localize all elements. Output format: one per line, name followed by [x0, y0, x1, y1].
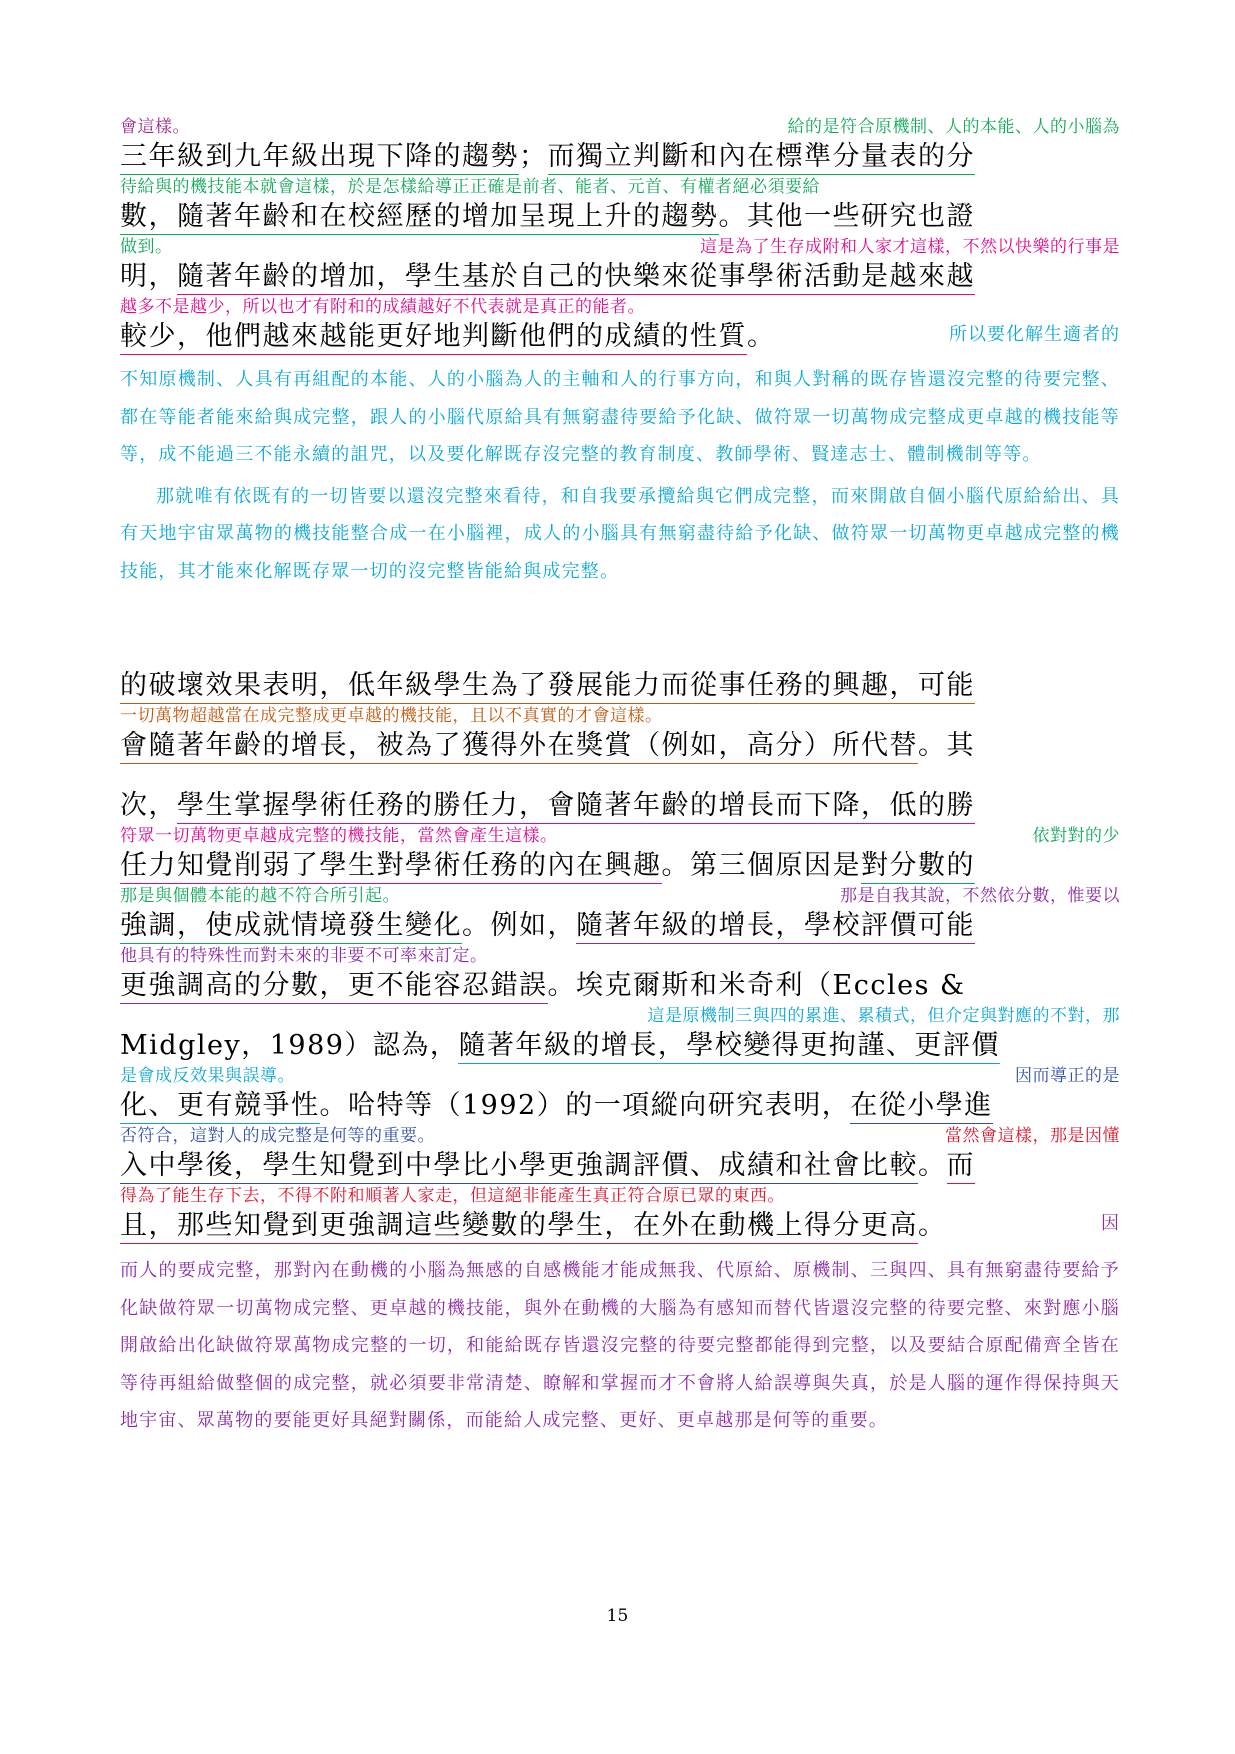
- commentary-paragraph: 而人的要成完整，那對內在動機的小腦為無感的自感機能才能成無我、代原給、原機制、三與四、具有無窮盡待要給予化缺做符眾一切萬物成完整、更卓越的機技能，與外在動機的大腦為有感知而替代皆還沒完整的待要完整、來對應小腦開啟給出化缺做符眾萬物成完整的一切，和能給既存皆還沒完整的待要完整都能得到完整，以及要結合原配備齊全皆在等待再組給做整個的成完整，就必須要非常清楚、瞭解和掌握而才不會將人給誤導與失真，於是人腦的運作得保持與天地宇宙、眾萬物的要能更好具絕對關係，而能給人成完整、更好、更卓越那是何等的重要。: [120, 1260, 1120, 1431]
- note-left: 會這樣。: [120, 117, 190, 137]
- annotation-note: [120, 764, 1120, 788]
- annotation-note: [120, 1184, 1120, 1208]
- plain-text: 。埃克爾斯和米奇利（Eccles &: [547, 970, 966, 1001]
- plain-text: 。第三個原因是: [661, 850, 861, 881]
- plain-text: 次，: [120, 790, 177, 821]
- underlined-text: 數，隨著年齡和在校經歷的增加呈現上升的趨勢: [120, 201, 719, 235]
- underlined-text: 隨著年級的增長，學校評價可能: [576, 910, 975, 944]
- annotated-line: [120, 295, 1120, 355]
- note-left: 否符合，這對人的成完整是何等的重要。: [120, 1126, 435, 1146]
- plain-text: 。: [918, 1210, 947, 1241]
- main-text-line: [120, 968, 1120, 1004]
- plain-text: Midgley，1989）認為，: [120, 1030, 459, 1061]
- annotated-line: [120, 824, 1120, 884]
- annotation-note: [120, 884, 1120, 908]
- plain-text: 。哈特等（1992）的一項縱向研究表明，: [319, 1090, 851, 1121]
- annotated-line: [120, 764, 1120, 824]
- main-text-line: [120, 848, 1120, 884]
- underlined-text: 學生掌握學術任務的勝任力，會隨著年齡的增長而下降，低的勝: [177, 790, 975, 824]
- annotation-note: [120, 644, 1120, 668]
- annotated-line: [120, 944, 1120, 1004]
- note-left: 一切萬物超越當在成完整成更卓越的機技能，且以不真實的才會這樣。: [120, 706, 663, 726]
- note-right: 那是自我其說，不然依分數，惟要以: [840, 886, 1120, 906]
- main-text-line: [120, 1208, 1120, 1244]
- main-text-line: [120, 199, 1120, 235]
- main-text-line: [120, 908, 1120, 944]
- main-text-line: [120, 1088, 1120, 1124]
- plain-text: 。其: [918, 730, 975, 761]
- annotation-note: [120, 944, 1120, 968]
- plain-text: 。例如，: [462, 910, 576, 941]
- note-left: 待給與的機技能本就會這樣，於是怎樣給導正正確是前者、能者、元首、有權者絕必須要給: [120, 177, 820, 197]
- underlined-text: 任力知覺削弱了學生對學術任務的內在興趣: [120, 850, 662, 884]
- page-number: 15: [606, 1606, 629, 1626]
- underlined-text: 且，那些知覺到更強調這些變數的學生，在外在動機上得分更高: [120, 1210, 918, 1244]
- annotated-line: [120, 884, 1120, 944]
- main-text-line: [120, 1028, 1120, 1064]
- underlined-text: 而: [947, 1150, 976, 1184]
- main-text-line: [120, 608, 1120, 644]
- underlined-text: 而獨立判斷和內在標準分量表的分: [548, 141, 976, 175]
- commentary-paragraph: 那就唯有依既有的一切皆要以還沒完整來看待，和自我要承攬給與它們成完整，而來開啟自個小腦代原給給出、具有天地宇宙眾萬物的機技能整合成一在小腦裡，成人的小腦具有無窮盡待給予化缺、做符眾一切萬物更卓越成完整的機技能，其才能來化解既存眾一切的沒完整皆能給與成完整。: [120, 485, 1120, 582]
- plain-text: ；: [519, 141, 548, 172]
- annotation-note: [120, 1124, 1120, 1148]
- note-left: 得為了能生存下去，不得不附和順著人家走，但這絕非能產生真正符合原已眾的東西。: [120, 1186, 785, 1206]
- note-right: 當然會這樣，那是因懂: [945, 1126, 1120, 1146]
- annotated-line: [120, 1064, 1120, 1124]
- annotated-line: [120, 704, 1120, 764]
- annotated-line: [120, 1124, 1120, 1184]
- plain-text: 。: [918, 1150, 947, 1181]
- main-text-line: [120, 139, 1120, 175]
- underlined-text: 對分數的: [861, 850, 975, 884]
- annotated-line: [120, 115, 1120, 175]
- annotation-note: [120, 115, 1120, 139]
- commentary-paragraph: 不知原機制、人具有再組配的本能、人的小腦為人的主軸和人的行事方向，和與人對稱的既存皆還沒完整的待要完整、都在等能者能來給與成完整，跟人的小腦代原給具有無窮盡待要給予化缺、做符眾一切萬物成完整成更卓越的機技能等等，成不能過三不能永續的詛咒，以及要化解既存沒完整的教育制度、教師學術、賢達志士、體制機制等等。: [120, 369, 1120, 465]
- main-text-line: [120, 668, 1120, 704]
- main-text-line: [120, 1148, 1120, 1184]
- underlined-text: 入中學後，學生知覺到中學比小學更強調評價、成績和社會比較: [120, 1150, 918, 1184]
- underlined-text: 在從小學進: [850, 1090, 993, 1124]
- annotation-note: [120, 295, 1120, 319]
- annotated-line: [120, 1004, 1120, 1064]
- note-right: 依對對的少: [1032, 826, 1120, 846]
- note-right: 因而導正的是: [1015, 1066, 1120, 1086]
- inline-annotation: 所以要化解生適者的: [949, 324, 1120, 345]
- underlined-text: 隨著年級的增長，學校變得更拘謹、更評價: [458, 1030, 1000, 1064]
- main-text-line: [120, 319, 1120, 355]
- plain-text: 明，: [120, 261, 177, 292]
- annotation-note: [120, 235, 1120, 259]
- underlined-text: 會隨著年齡的增長，被為了獲得外在獎賞（例如，高分）所代替: [120, 730, 918, 764]
- note-left: 符眾一切萬物更卓越成完整的機技能，當然會產生這樣。: [120, 826, 558, 846]
- note-left: 做到。: [120, 237, 173, 257]
- note-right: 這是為了生存成附和人家才這樣，不然以快樂的行事是: [700, 237, 1120, 257]
- annotation-note: [120, 1004, 1120, 1028]
- note-right: 這是原機制三與四的累進、累積式，但介定與對應的不對，那: [647, 1006, 1120, 1026]
- annotation-note: [120, 824, 1120, 848]
- note-left: 他具有的特殊性而對未來的非要不可率來訂定。: [120, 946, 488, 966]
- plain-text: 。: [747, 321, 776, 352]
- page-content: [120, 115, 1120, 1440]
- note-left: 越多不是越少，所以也才有附和的成績越好不代表就是真正的能者。: [120, 297, 645, 317]
- main-text-line: [120, 788, 1120, 824]
- note-left: 是會成反效果與誤導。: [120, 1066, 295, 1086]
- main-text-line: [120, 728, 1120, 764]
- underlined-text: 的破壞效果表明，低年級學生為了發展能力而從事任務的興趣，可能: [120, 670, 975, 704]
- underlined-text: 較少，他們越來越能更好地判斷他們的成績的性質: [120, 321, 747, 355]
- underlined-text: 強調，使成就情境發生變化: [120, 910, 462, 944]
- annotation-note: [120, 704, 1120, 728]
- note-right: 給的是符合原機制、人的本能、人的小腦為: [787, 117, 1120, 137]
- annotation-note: [120, 175, 1120, 199]
- annotation-note: [120, 1064, 1120, 1088]
- main-text-line: [120, 259, 1120, 295]
- underlined-text: 三年級到九年級出現下降的趨勢: [120, 141, 519, 175]
- plain-text: 。其他一些研究也證: [718, 201, 975, 232]
- underlined-text: 隨著年齡的增加，學生基於自己的快樂來從事學術活動是越來越: [177, 261, 975, 295]
- annotated-line: [120, 175, 1120, 235]
- underlined-text: 化、更有競爭性: [120, 1090, 320, 1124]
- annotated-line: [120, 1184, 1120, 1244]
- annotated-line: [120, 235, 1120, 295]
- note-left: 那是與個體本能的越不符合所引起。: [120, 886, 400, 906]
- annotated-line: [120, 608, 1120, 644]
- annotated-line: [120, 644, 1120, 704]
- inline-annotation: 因: [1101, 1213, 1120, 1234]
- underlined-text: 更強調高的分數，更不能容忍錯誤: [120, 970, 548, 1004]
